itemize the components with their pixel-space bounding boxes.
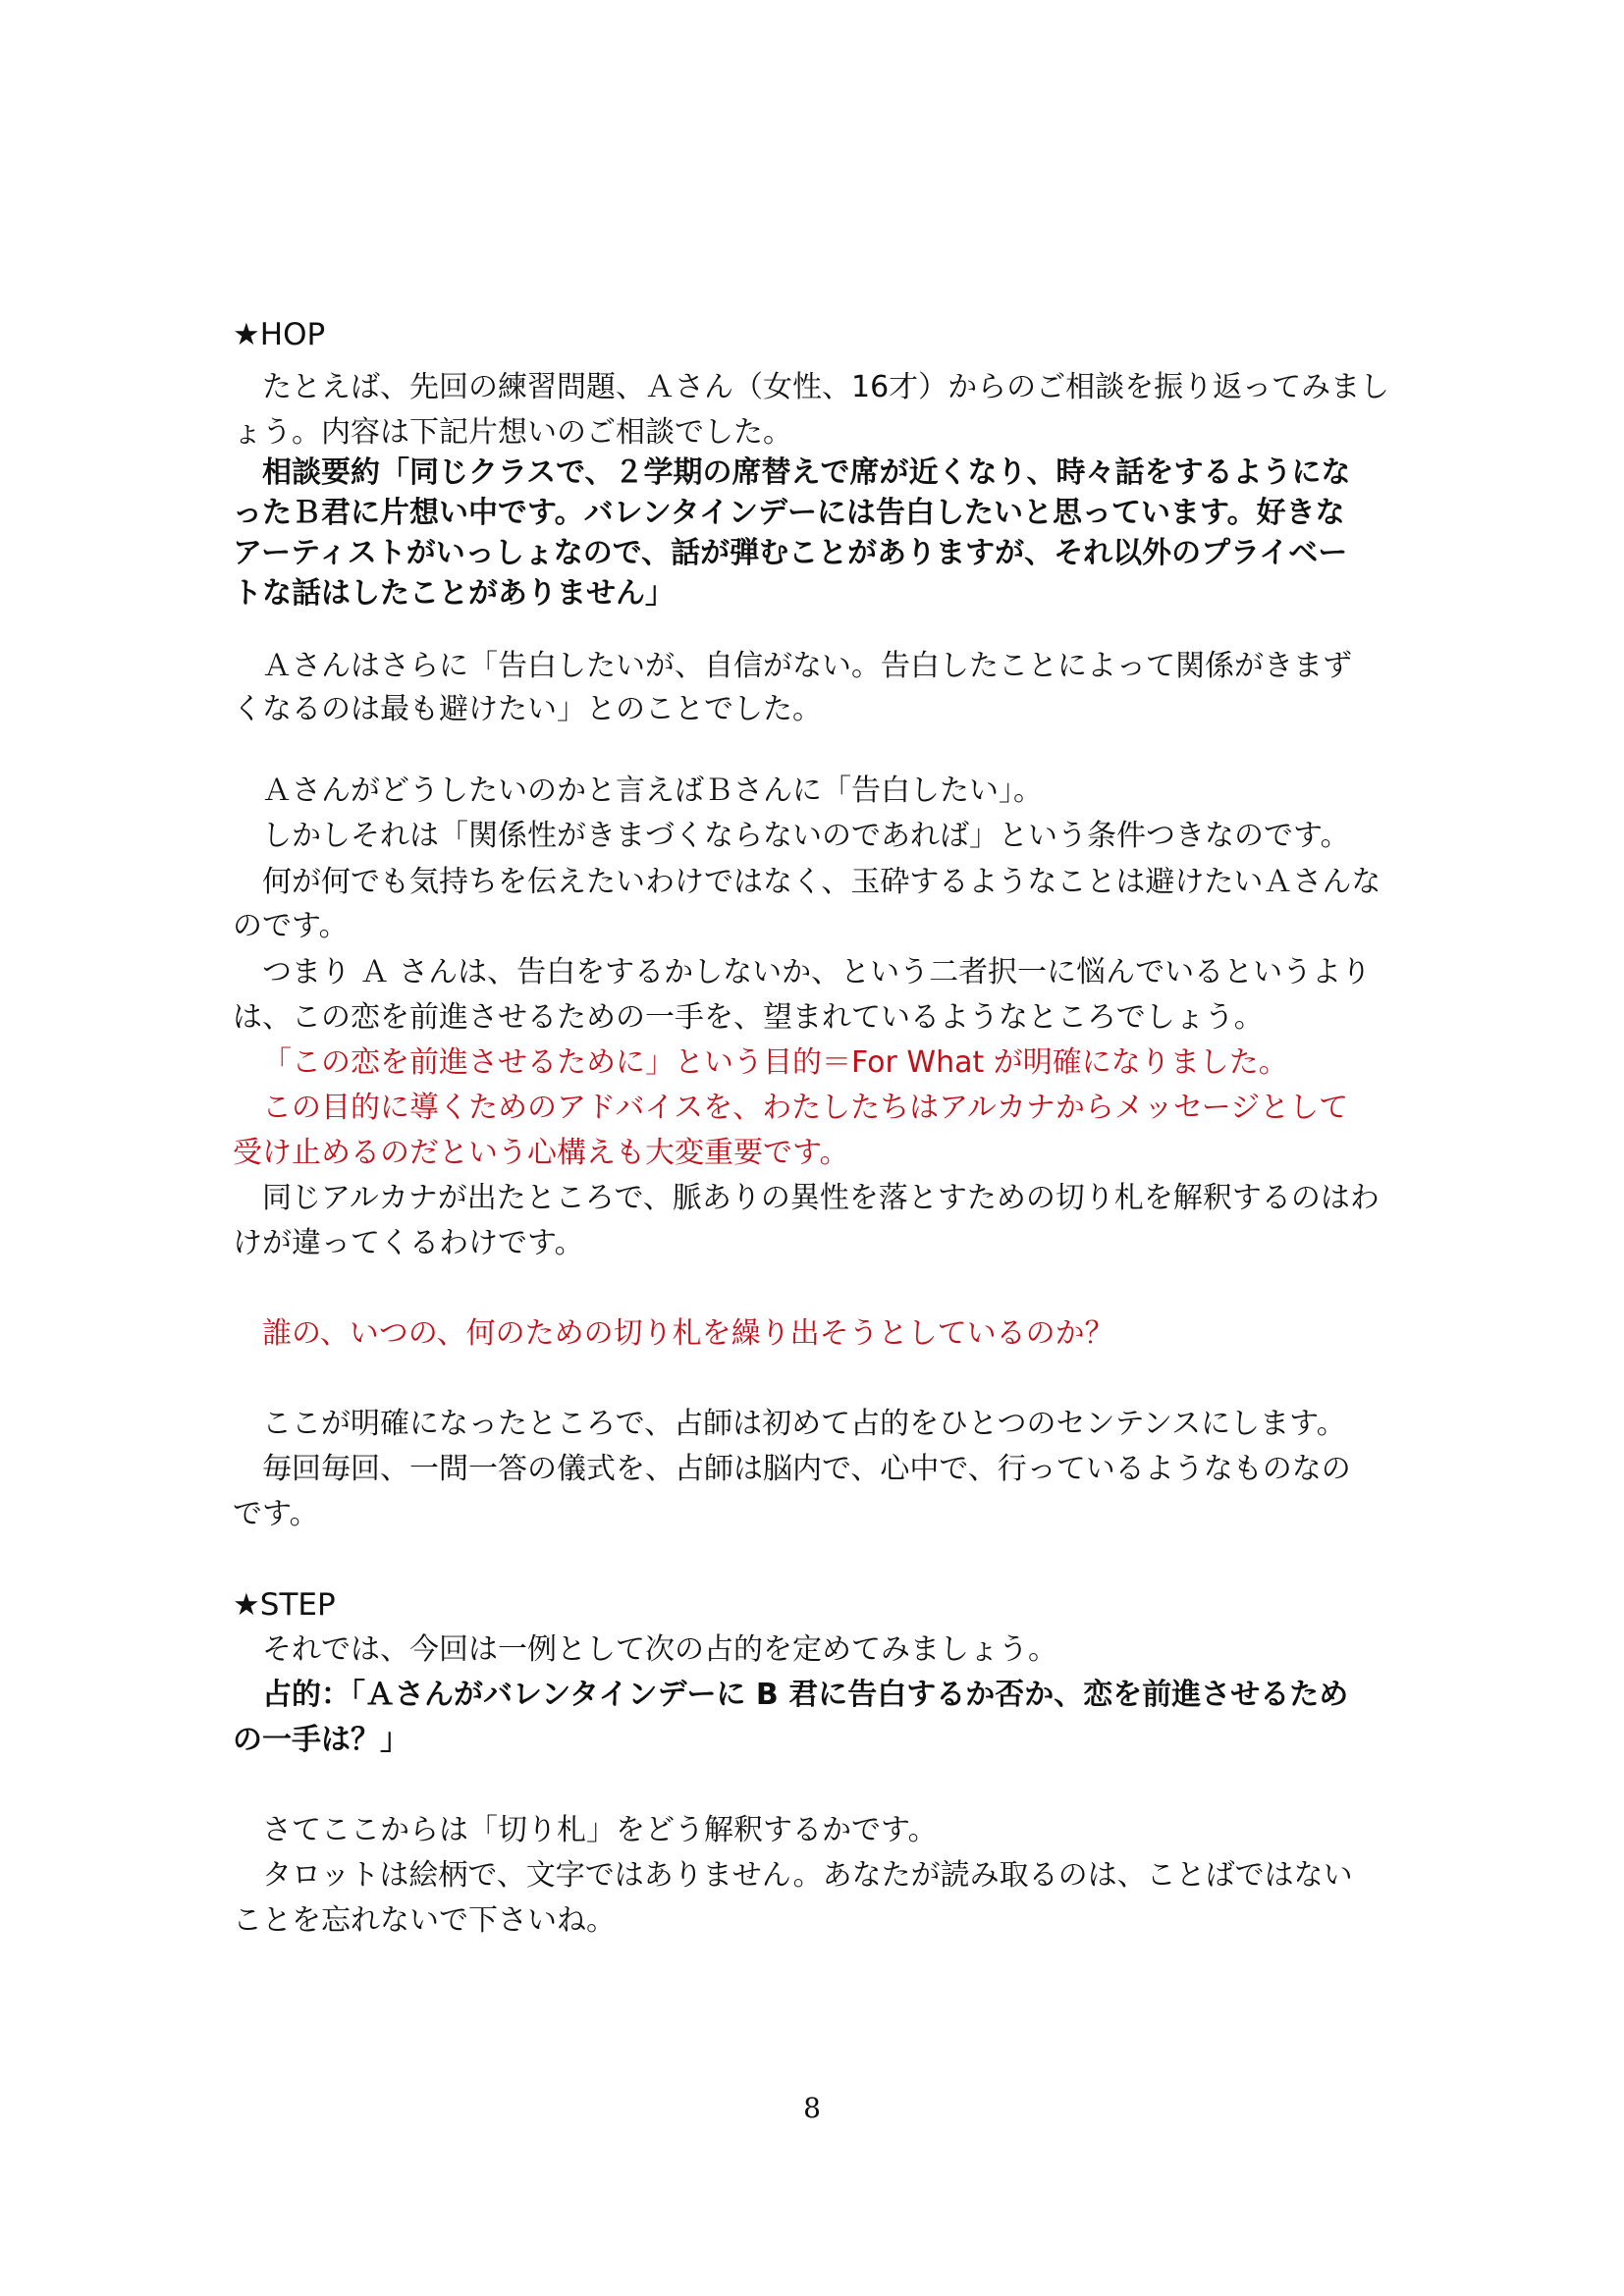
consultation-summary-line: 相談要約「同じクラスで、２学期の席替えで席が近くなり、時々話をするようにな — [262, 455, 1351, 490]
body-line: Ａさんはさらに「告白したいが、自信がない。告白したことによって関係がきまず — [262, 649, 1352, 683]
body-line: それでは、今回は一例として次の占的を定めてみましょう。 — [262, 1632, 1057, 1667]
body-line: しかしそれは「関係性がきまづくならないのであれば」という条件つきなのです。 — [262, 819, 1350, 853]
body-line: は、この恋を前進させるための一手を、望まれているようなところでしょう。 — [233, 1000, 1264, 1035]
highlight-line-red: この目的に導くためのアドバイスを、わたしたちはアルカナからメッセージとして — [262, 1091, 1349, 1125]
divination-target-line: の一手は？」 — [233, 1723, 409, 1757]
body-line: です。 — [233, 1497, 319, 1531]
page-number: 8 — [803, 2092, 821, 2124]
key-question-red: 誰の、いつの、何のための切り札を繰り出そうとしているのか？ — [262, 1316, 1114, 1351]
body-line: 同じアルカナが出たところで、脈ありの異性を落とすための切り札を解釈するのはわ — [262, 1181, 1380, 1215]
consultation-summary-line: ったＢ君に片想い中です。バレンタインデーには告白したいと思っています。好きな — [233, 496, 1345, 530]
body-line: タロットは絵柄で、文字ではありません。あなたが読み取るのは、ことばではない — [262, 1858, 1353, 1893]
divination-target-line: 占的：「Ａさんがバレンタインデーに B 君に告白するか否か、恋を前進させるため — [262, 1678, 1349, 1712]
body-line: 何が何でも気持ちを伝えたいわけではなく、玉砕するようなことは避けたいＡさんな — [262, 865, 1381, 899]
highlight-line-red: 受け止めるのだという心構えも大変重要です。 — [233, 1136, 849, 1170]
consultation-summary-line: アーティストがいっしょなので、話が弾むことがありますが、それ以外のプライベー — [233, 536, 1348, 570]
highlight-line-red: 「この恋を前進させるために」という目的＝For What が明確になりました。 — [262, 1045, 1288, 1080]
body-line: つまり Ａ さんは、告白をするかしないか、という二者択一に悩んでいるというより — [262, 955, 1372, 989]
body-line: Ａさんがどうしたいのかと言えばＢさんに「告白したい」。 — [262, 774, 1043, 808]
body-line: さてここからは「切り札」をどう解釈するかです。 — [262, 1813, 938, 1847]
consultation-summary-line: トな話はしたことがありません」 — [233, 576, 675, 611]
body-line: ここが明確になったところで、占師は初めて占的をひとつのセンテンスにします。 — [262, 1407, 1346, 1441]
body-line: ょう。内容は下記片想いのご相談でした。 — [233, 415, 792, 450]
body-line: ことを忘れないで下さいね。 — [233, 1903, 616, 1938]
body-line: 毎回毎回、一問一答の儀式を、占師は脳内で、心中で、行っているようなものなの — [262, 1452, 1351, 1486]
body-line: のです。 — [233, 909, 349, 943]
body-line: けが違ってくるわけです。 — [233, 1226, 584, 1260]
body-line: くなるのは最も避けたい」とのことでした。 — [233, 692, 822, 726]
body-line: たとえば、先回の練習問題、Ａさん（女性、16才）からのご相談を振り返ってみまし — [262, 370, 1390, 404]
section-heading-hop: ★HOP — [233, 317, 326, 352]
section-heading-step: ★STEP — [233, 1587, 336, 1623]
